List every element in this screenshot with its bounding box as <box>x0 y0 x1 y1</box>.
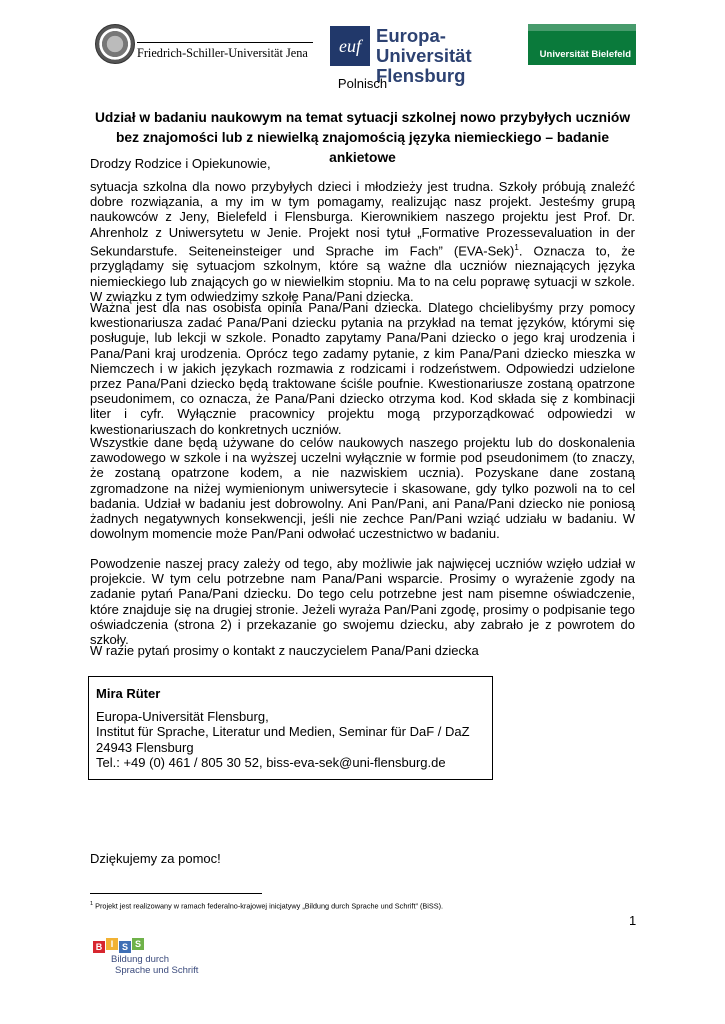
biss-line1: Bildung durch <box>111 954 170 965</box>
thanks-text: Dziękujemy za pomoc! <box>90 851 221 866</box>
language-label: Polnisch <box>337 76 388 91</box>
paragraph-5-text: W razie pytań prosimy o kontakt z nauczycielem Pana/Pani dziecka <box>90 643 479 658</box>
euf-line2: Flensburg <box>376 65 466 86</box>
bielefeld-logo <box>528 24 636 65</box>
logo-rule <box>137 42 313 43</box>
paragraph-1 <box>90 179 635 304</box>
paragraph-2 <box>90 300 635 437</box>
contact-line: Europa-Universität Flensburg, <box>96 708 269 724</box>
footnote-divider <box>90 893 262 894</box>
paragraph-3 <box>90 435 635 541</box>
paragraph-4-text: Powodzenie naszej pracy zależy od tego, aby możliwie jak najwięcej uczniów wzięło udział w projekcie. W tym celu potrzebne nam Pana/Pani wsparcie. Prosimy o wyrażenie zgody na zadanie pytań Pana/Pani dziecku. Do tego celu potrzebne jest nam pisemne oświadczenie, które znajduje się na drugiej stronie. Jeżeli wyraża Pan/Pani zgodę, prosimy o podpisanie tego oświadczenia (strona 2) i przekazanie go swojemu dziecku, aby zabrało je z powrotem do szkoły. <box>90 556 635 648</box>
bielefeld-name: Universität Bielefeld <box>539 49 631 60</box>
paragraph-1-part-a: sytuacja szkolna dla nowo przybyłych dzieci i młodzieży jest trudna. Szkoły próbują znaleźć dobre rozwiązania, a my im w tym pomagamy, realizując nasz projekt. Jesteśmy grupą naukowców z Jeny, Bielefeld i Flensburga. Kierownikiem naszego projektu jest Prof. Dr. Ahrenholz z Uniwersytetu w Jenie. Projekt nosi tytuł „Formative Prozessevaluation in der Sekundarstufe. Seiteneinsteiger und Sprache im Fach” (EVA-Sek) <box>90 179 635 259</box>
university-seal-icon <box>95 24 135 64</box>
footnote-reference: 1 <box>514 242 519 252</box>
footnote <box>90 901 635 910</box>
biss-tagline <box>111 954 198 976</box>
paragraph-1-text <box>90 179 635 304</box>
biss-letter: B <box>93 941 105 953</box>
paragraph-3-text: Wszystkie dane będą używane do celów naukowych naszego projektu lub do doskonalenia zawodowego w szkole i na wyższej uczelni wyłącznie w formie pod pseudonimem (to znaczy, że zostaną opatrzone kodem, a nie nazwiskiem ucznia). Pozyskane dane zostaną zgromadzone na niżej wymienionym uniwersytecie i skasowane, gdy tylko pozwoli na to cel badania. Udział w badaniu jest dobrowolny. Ani Pan/Pani, ani Pana/Pani dziecko nie poniosą żadnych negatywnych konsekwencji, jeśli nie zechce Pan/Pani wziąć udziału w badaniu. W dowolnym momencie może Pan/Pani odwołać uczestnictwo w badaniu. <box>90 435 635 542</box>
contact-line: 24943 Flensburg <box>96 739 194 755</box>
page-number: 1 <box>629 913 637 928</box>
euf-line1: Europa-Universität <box>376 25 472 66</box>
biss-letter: S <box>132 938 144 950</box>
salutation <box>90 156 635 171</box>
biss-letter: I <box>106 938 118 950</box>
paragraph-2-text: Ważna jest dla nas osobista opinia Pana/Pani dziecka. Dlatego chcielibyśmy przy pomocy kwestionariusza zadać Pana/Pani dziecku pytania na przykład na temat języków, którymi się posługuje, lub lekcji w szkole. Ponadto zapytamy Pana/Pani dziecko o jego kraj urodzenia i Pana/Pani kraj urodzenia. Oprócz tego zadamy pytanie, z kim Pana/Pani dziecko mieszka w Niemczech i w jakich językach rozmawia z rodzicami i rodzeństwem. Odpowiedzi udzielone przez Pana/Pani dziecko będą traktowane ściśle poufnie. Kwestionariusze zostaną opatrzone pseudonimem, co oznacza, że Pana/Pani dziecko otrzyma kod. Kod składa się z kombinacji liter i cyfr. Wyłącznie pracownicy projektu mogą przyporządkować odpowiedzi w kwestionariuszach do konkretnych uczniów. <box>90 300 635 437</box>
contact-phone-email: Tel.: +49 (0) 461 / 805 30 52, biss-eva-sek@uni-flensburg.de <box>96 755 446 770</box>
contact-box <box>88 676 493 780</box>
contact-line: Institut für Sprache, Literatur und Medien, Seminar für DaF / DaZ <box>96 724 470 739</box>
salutation-text: Drodzy Rodzice i Opiekunowie, <box>90 156 271 171</box>
biss-logo <box>93 938 213 978</box>
document-title: Udział w badaniu naukowym na temat sytuacji szkolnej nowo przybyłych uczniów bez znajomości lub z niewielką znajomością języka niemieckiego – badanie ankietowe <box>94 110 631 165</box>
paragraph-4 <box>90 556 635 647</box>
euf-mark: euf <box>330 26 370 66</box>
contact-name: Mira Rüter <box>96 686 161 701</box>
biss-letter: S <box>119 941 131 953</box>
jena-name: Friedrich-Schiller-Universität Jena <box>137 46 308 60</box>
paragraph-1-part-b: . Oznacza to, że przyglądamy się sytuacjom szkolnym, które są ważne dla uczniów nieznających języka niemieckiego lub znających go w niewielkim stopniu. Ma to na celu poprawę sytuacji w szkole. W związku z tym odwiedzimy szkołę Pana/Pani dziecka. <box>90 243 636 304</box>
footnote-number: 1 <box>90 901 94 907</box>
paragraph-5 <box>90 643 635 658</box>
footnote-text: Projekt jest realizowany w ramach federalno-krajowej inicjatywy „Bildung durch Sprache und Schrift” (BiSS). <box>93 901 444 911</box>
biss-line2: Sprache und Schrift <box>115 965 199 976</box>
logo-bar <box>528 24 636 31</box>
jena-logo <box>95 24 313 68</box>
